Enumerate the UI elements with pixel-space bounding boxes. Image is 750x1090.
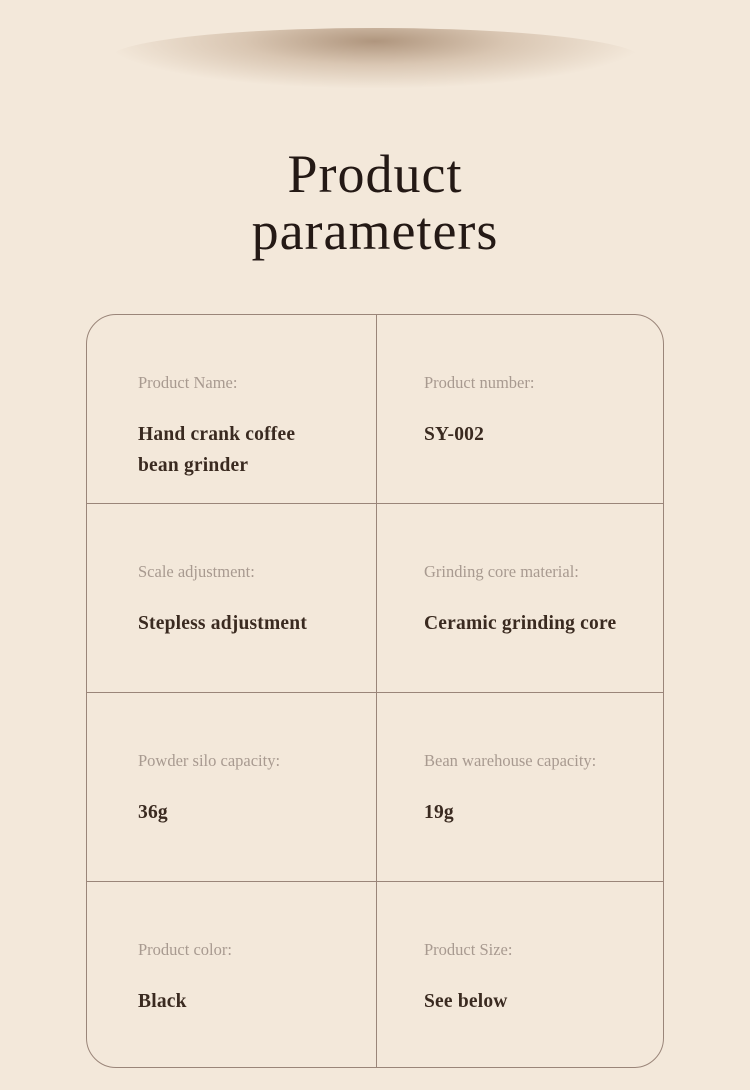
- param-value: SY-002: [424, 424, 485, 445]
- param-cell-product-name: [87, 315, 376, 503]
- param-label: Scale adjustment:: [138, 562, 255, 581]
- param-cell-scale-adjustment: [87, 503, 376, 692]
- param-value: Ceramic grinding core: [424, 613, 617, 634]
- param-label: Grinding core material:: [424, 562, 579, 581]
- page-title: [0, 146, 750, 260]
- param-cell-bean-warehouse: [376, 692, 664, 881]
- param-cell-product-color: [87, 881, 376, 1068]
- param-label: Product color:: [138, 940, 232, 959]
- param-value: 36g: [138, 802, 168, 823]
- param-label: Product Size:: [424, 940, 513, 959]
- param-value: Hand crank coffee bean grinder: [138, 424, 296, 476]
- param-value: Stepless adjustment: [138, 613, 308, 634]
- param-value: See below: [424, 991, 508, 1012]
- page-title-line-2: parameters: [251, 201, 499, 261]
- param-label: Powder silo capacity:: [138, 751, 281, 770]
- param-cell-product-number: [376, 315, 664, 503]
- param-cell-powder-silo: [87, 692, 376, 881]
- param-value: Black: [138, 991, 187, 1012]
- param-value: 19g: [424, 802, 454, 823]
- parameters-table: [86, 314, 664, 1068]
- param-label: Bean warehouse capacity:: [424, 751, 597, 770]
- param-label: Product Name:: [138, 373, 238, 392]
- param-cell-product-size: [376, 881, 664, 1068]
- param-label: Product number:: [424, 373, 535, 392]
- param-cell-grinding-core: [376, 503, 664, 692]
- page-title-line-1: Product: [287, 144, 463, 204]
- decorative-shadow: [110, 28, 640, 88]
